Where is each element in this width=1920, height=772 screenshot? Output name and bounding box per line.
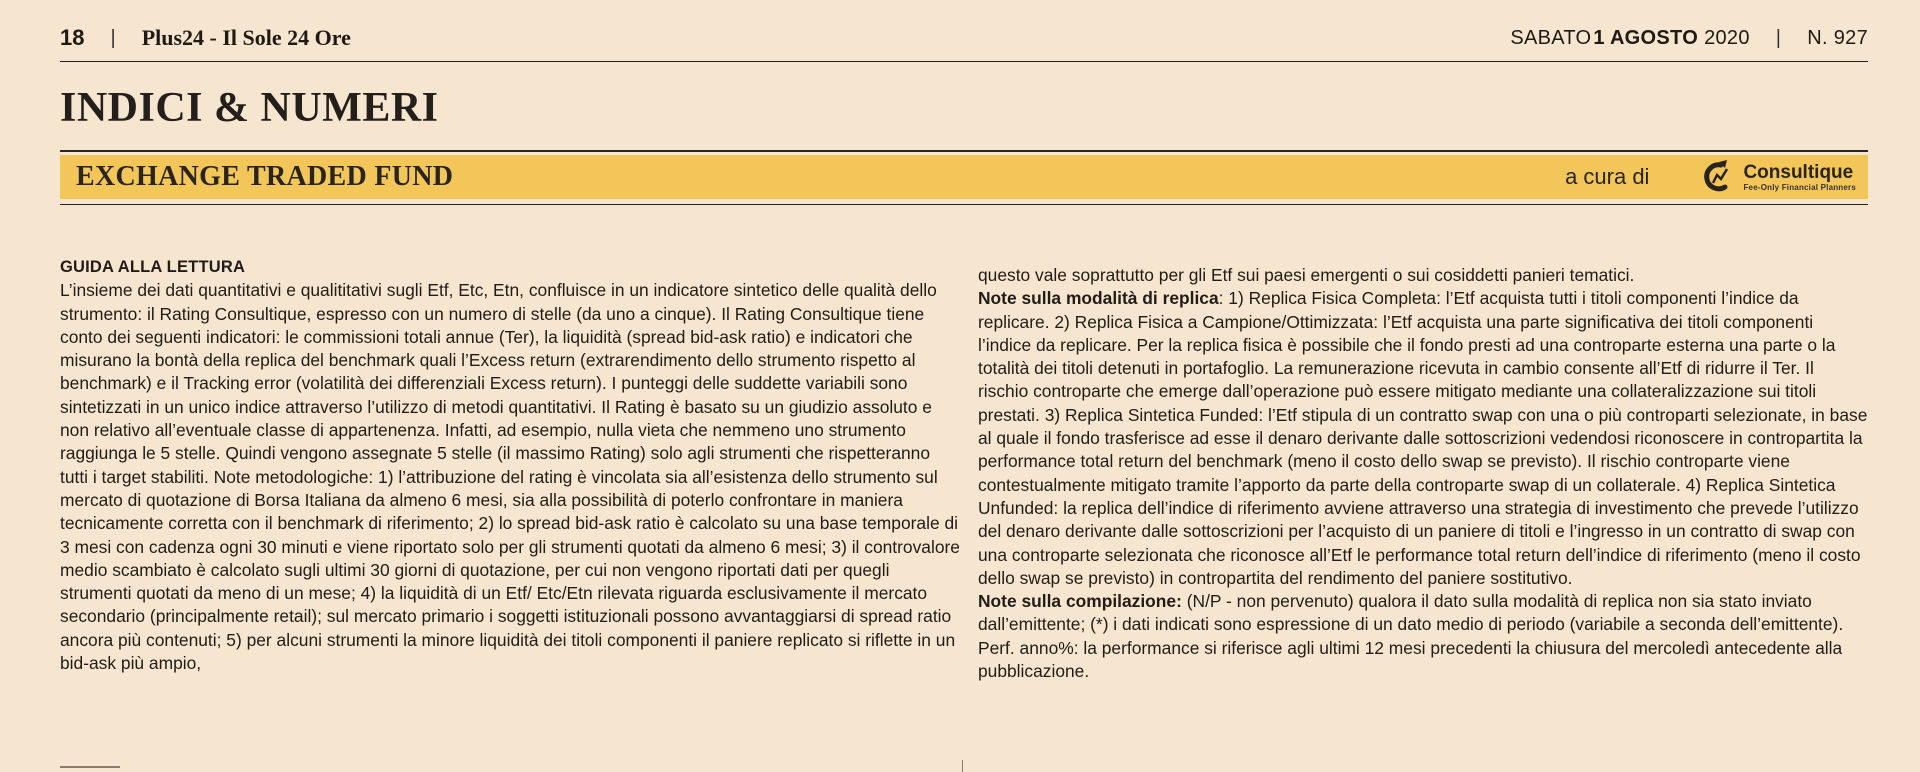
logo-text: [1743, 163, 1856, 192]
consultique-logo-icon: [1701, 159, 1739, 195]
curated-by-label: a cura di: [1565, 164, 1650, 189]
band-title: EXCHANGE TRADED FUND: [76, 161, 454, 192]
header-rule: [60, 61, 1868, 62]
section-title: INDICI & NUMERI: [60, 85, 439, 131]
page-header: [60, 18, 1868, 58]
date-day: SABATO: [1510, 26, 1592, 49]
publication-name: Plus24 - Il Sole 24 Ore: [141, 25, 351, 50]
guide-column: [60, 256, 960, 675]
compilation-notes-label: Note sulla compilazione:: [978, 591, 1182, 612]
section-band: [60, 155, 1868, 199]
consultique-logo: [1701, 159, 1856, 195]
issue-date: [1510, 27, 1868, 50]
column-divider: [962, 760, 963, 772]
notes-column: [978, 264, 1868, 683]
header-separator: |: [110, 26, 116, 49]
date-year: 2020: [1704, 26, 1750, 49]
guide-continuation: questo vale soprattutto per gli Etf sui paesi emergenti o sui cosiddetti panieri tematici.: [978, 265, 1635, 285]
compilation-notes-text: (N/P - non pervenuto) qualora il dato sulla modalità di replica non sia stato inviato dall’emittente; (*) i dati indicati sono espressione di un dato medio di periodo (variabile a seconda dell’emittente). Perf. anno%: la performance si riferisce agli ultimi 12 mesi precedenti la chiusura del mercoledì antecedente alla pubblicazione.: [978, 591, 1844, 682]
guide-title: GUIDA ALLA LETTURA: [60, 258, 246, 276]
compilation-notes: [978, 590, 1868, 683]
footer-rule: [60, 766, 120, 768]
replica-notes-text: : 1) Replica Fisica Completa: l’Etf acquista tutti i titoli componenti l’indice da replicare. 2) Replica Fisica a Campione/Ottimizzata: l’Etf acquista una parte significativa dei titoli componenti l’indice da replicare. Per la replica fisica è possibile che il fondo presti ad una controparte esterna una parte o la totalità dei titoli detenuti in portafoglio. La remunerazione ricevuta in cambio consente all’Etf di ridurre il Ter. Il rischio controparte che emerge dall’operazione può essere mitigato mediante una collateralizzazione sui titoli prestati. 3) Replica Sintetica Funded: l’Etf stipula di un contratto swap con una o più controparti selezionate, in base al quale il fondo trasferisce ad esse il denaro derivante dalle sottoscrizioni vedendosi riconoscere in contropartita la performance total return del benchmark (meno il costo dello swap se previsto). Il rischio controparte viene contestualmente mitigato tramite l’apporto da parte della controparte swap di un collaterale. 4) Replica Sintetica Unfunded: la replica dell’indice di riferimento avviene attraverso una strategia di investimento che prevede l’utilizzo del denaro derivante dalle sottoscrizioni per l’acquisto di un paniere di titoli e l’ingresso in un contratto di swap con una controparte selezionata che riconosce all’Etf le performance total return dell’indice di riferimento (meno il costo dello swap se previsto) in contropartita del rendimento del paniere sostitutivo.: [978, 288, 1868, 588]
header-separator: |: [1775, 26, 1782, 49]
band-rule-bottom: [60, 204, 1868, 205]
guide-body: L’insieme dei dati quantitativi e qualititativi sugli Etf, Etc, Etn, confluisce in un indicatore sintetico delle qualità dello strumento: il Rating Consultique, espresso con un numero di stelle (da uno a cinque). Il Rating Consultique tiene conto dei seguenti indicatori: le commissioni totali annue (Ter), la liquidità (spread bid-ask ratio) e indicatori che misurano la bontà della replica del benchmark quali l’Excess return (extrarendimento dello strumento rispetto al benchmark) e il Tracking error (volatilità dei differenziali Excess return). I punteggi delle suddette variabili sono sintetizzati in un unico indice attraverso l’utilizzo di metodi quantitativi. Il Rating è basato su un giudizio assoluto e non relativo all’eventuale classe di appartenenza. Infatti, ad esempio, nulla vieta che nemmeno uno strumento raggiunga le 5 stelle. Quindi vengono assegnate 5 stelle (il massimo Rating) solo agli strumenti che rispetteranno tutti i target stabiliti. Note metodologiche: 1) l’attribuzione del rating è vincolata sia all’esistenza dello strumento sul mercato di quotazione di Borsa Italiana da almeno 6 mesi, sia alla possibilità di poterlo confrontare in maniera tecnicamente corretta con il benchmark di riferimento; 2) lo spread bid-ask ratio è calcolato su una base temporale di 3 mesi con cadenza ogni 30 minuti e viene riportato solo per gli strumenti quotati da almeno 6 mesi; 3) il controvalore medio scambiato è calcolato sugli ultimi 30 giorni di quotazione, per cui non vengono riportati dati per quegli strumenti quotati da meno di un mese; 4) la liquidità di un Etf/ Etc/Etn rilevata riguarda esclusivamente il mercato secondario (principalmente retail); sul mercato primario i soggetti istituzionali possono avvantaggiarsi di spread ratio ancora più contenuti; 5) per alcuni strumenti la minore liquidità dei titoli componenti il paniere replicato si riflette in un bid-ask più ampio,: [60, 280, 960, 674]
replica-notes-label: Note sulla modalità di replica: [978, 288, 1219, 309]
page-number: 18: [60, 25, 85, 50]
logo-name: Consultique: [1743, 161, 1854, 183]
band-rule-top: [60, 150, 1868, 152]
replica-notes: [978, 287, 1868, 590]
date-day-month: 1 AGOSTO: [1593, 26, 1699, 49]
logo-tagline: Fee-Only Financial Planners: [1743, 182, 1856, 192]
issue-number: N. 927: [1807, 26, 1868, 49]
